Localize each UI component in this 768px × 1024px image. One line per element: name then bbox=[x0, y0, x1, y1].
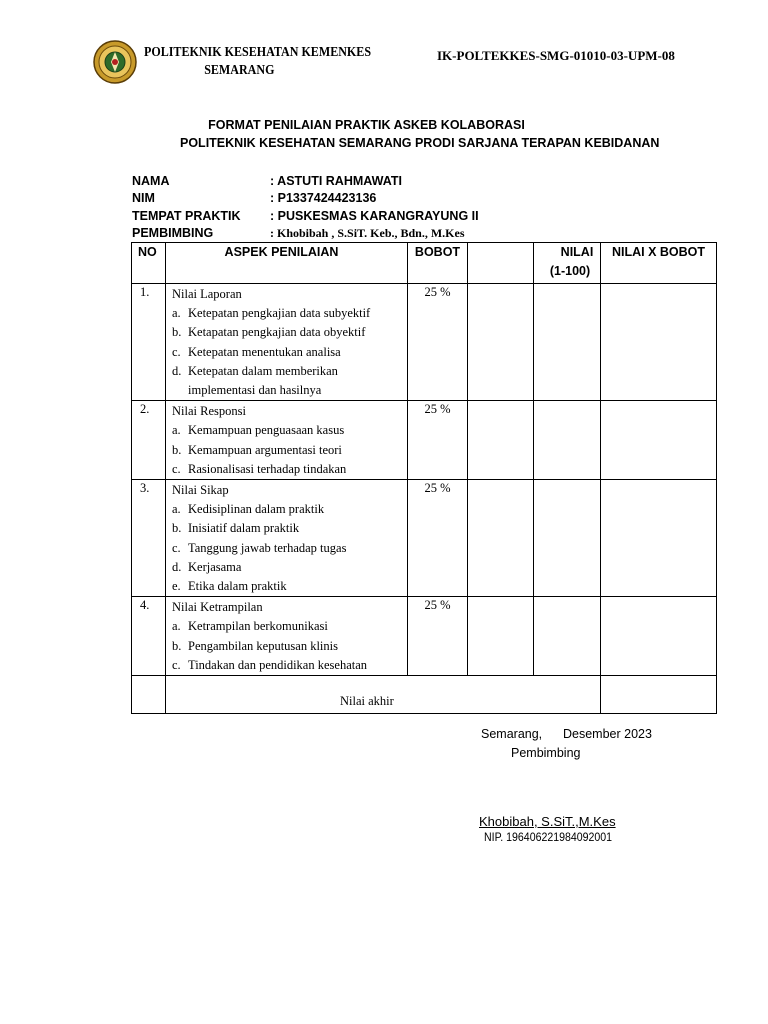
bobot-cell: 25 % bbox=[408, 401, 468, 480]
criteria-item bbox=[172, 617, 407, 636]
info-label-pembimbing: PEMBIMBING bbox=[132, 226, 214, 240]
criteria-cell bbox=[166, 284, 408, 401]
item-marker: b. bbox=[172, 638, 182, 653]
item-text: Tanggung jawab terhadap tugas bbox=[188, 540, 347, 555]
criteria-item bbox=[172, 539, 407, 558]
blank-cell bbox=[468, 401, 534, 480]
item-text: Ketepatan pengkajian data subyektif bbox=[188, 306, 371, 321]
final-label-cell bbox=[166, 676, 601, 714]
info-label-nim: NIM bbox=[132, 191, 155, 205]
criteria-item bbox=[172, 500, 407, 519]
table-row bbox=[132, 480, 717, 597]
document-code: IK-POLTEKKES-SMG-01010-03-UPM-08 bbox=[437, 48, 675, 63]
item-marker: c. bbox=[172, 344, 181, 359]
nilai-x-bobot-cell bbox=[601, 284, 717, 401]
info-value-tempat-praktik: : PUSKESMAS KARANGRAYUNG II bbox=[270, 209, 479, 223]
bobot-cell: 25 % bbox=[408, 597, 468, 676]
item-text: Inisiatif dalam praktik bbox=[188, 521, 300, 536]
poltekkes-emblem-icon bbox=[93, 40, 137, 84]
criteria-title: Nilai Sikap bbox=[172, 483, 229, 498]
criteria-title: Nilai Laporan bbox=[172, 287, 242, 301]
item-text: Kedisiplinan dalam praktik bbox=[188, 502, 325, 517]
item-marker: b. bbox=[172, 442, 182, 457]
blank-cell bbox=[468, 284, 534, 401]
blank-cell bbox=[468, 480, 534, 597]
signature-name: Khobibah, S.SiT.,M.Kes bbox=[479, 814, 616, 829]
header-nilai-x-bobot: NILAI X BOBOT bbox=[601, 243, 717, 284]
criteria-item bbox=[172, 304, 407, 323]
table-row bbox=[132, 284, 717, 401]
criteria-item bbox=[172, 656, 407, 675]
info-label-nama: NAMA bbox=[132, 174, 170, 188]
form-title: FORMAT PENILAIAN PRAKTIK ASKEB KOLABORASI bbox=[208, 118, 525, 132]
criteria-cell bbox=[166, 597, 408, 676]
institution-name-line2: SEMARANG bbox=[204, 63, 275, 78]
item-marker: e. bbox=[172, 579, 181, 594]
info-value-nim: : P1337424423136 bbox=[270, 191, 377, 205]
nilai-x-bobot-cell bbox=[601, 401, 717, 480]
bobot-cell: 25 % bbox=[408, 284, 468, 401]
item-text: Ketepatan menentukan analisa bbox=[188, 344, 341, 359]
nilai-x-bobot-cell bbox=[601, 597, 717, 676]
item-text: Etika dalam praktik bbox=[188, 579, 287, 594]
item-marker: a. bbox=[172, 502, 181, 517]
nilai-cell bbox=[534, 480, 601, 597]
final-score-label: Nilai akhir bbox=[340, 694, 394, 709]
criteria-cell bbox=[166, 480, 408, 597]
item-text: Pengambilan keputusan klinis bbox=[188, 638, 338, 653]
signature-role: Pembimbing bbox=[511, 746, 581, 760]
nilai-x-bobot-cell bbox=[601, 480, 717, 597]
header-bobot: BOBOT bbox=[408, 243, 468, 284]
nilai-cell bbox=[534, 401, 601, 480]
row-number: 3. bbox=[132, 480, 166, 597]
institution-name-line1: POLITEKNIK KESEHATAN KEMENKES bbox=[144, 45, 372, 60]
info-label-tempat-praktik: TEMPAT PRAKTIK bbox=[132, 209, 241, 223]
criteria-item bbox=[172, 323, 407, 342]
criteria-item bbox=[172, 460, 407, 479]
item-text: Tindakan dan pendidikan kesehatan bbox=[188, 657, 368, 672]
item-text: Kerjasama bbox=[188, 559, 242, 574]
criteria-item bbox=[172, 441, 407, 460]
row-number: 4. bbox=[132, 597, 166, 676]
item-marker: d. bbox=[172, 363, 182, 378]
header-nilai-line1: NILAI bbox=[560, 245, 594, 259]
criteria-title: Nilai Ketrampilan bbox=[172, 600, 263, 615]
info-value-nama: : ASTUTI RAHMAWATI bbox=[270, 174, 402, 188]
item-marker: d. bbox=[172, 559, 182, 574]
assessment-table bbox=[131, 242, 717, 714]
institution-name bbox=[144, 44, 371, 80]
nilai-cell bbox=[534, 284, 601, 401]
item-text: Kemampuan argumentasi teori bbox=[188, 442, 342, 457]
item-text: Ketapatan pengkajian data obyektif bbox=[188, 325, 366, 340]
item-text: Ketepatan dalam memberikan implementasi dan hasilnya bbox=[188, 363, 338, 398]
criteria-cell bbox=[166, 401, 408, 480]
criteria-item bbox=[172, 519, 407, 538]
final-score-value-cell bbox=[601, 676, 717, 714]
item-marker: a. bbox=[172, 306, 181, 321]
item-text: Kemampuan penguasaan kasus bbox=[188, 423, 345, 438]
signature-place-date: Semarang, Desember 2023 bbox=[481, 727, 652, 741]
nilai-cell bbox=[534, 597, 601, 676]
bobot-cell: 25 % bbox=[408, 480, 468, 597]
criteria-item bbox=[172, 343, 407, 362]
table-row bbox=[132, 401, 717, 480]
blank-cell bbox=[468, 597, 534, 676]
criteria-item bbox=[172, 577, 407, 596]
item-marker: a. bbox=[172, 619, 181, 634]
criteria-item bbox=[172, 637, 407, 656]
item-marker: c. bbox=[172, 540, 181, 555]
form-subtitle: POLITEKNIK KESEHATAN SEMARANG PRODI SARJANA TERAPAN KEBIDANAN bbox=[180, 136, 660, 150]
table-header-row bbox=[132, 243, 717, 284]
header-aspek-penilaian: ASPEK PENILAIAN bbox=[166, 243, 408, 284]
item-text: Rasionalisasi terhadap tindakan bbox=[188, 461, 347, 476]
final-score-row bbox=[132, 676, 717, 714]
row-number: 2. bbox=[132, 401, 166, 480]
header-blank bbox=[468, 243, 534, 284]
final-blank-cell bbox=[132, 676, 166, 714]
criteria-item bbox=[172, 558, 407, 577]
header-nilai-line2: (1-100) bbox=[549, 264, 591, 278]
criteria-title: Nilai Responsi bbox=[172, 404, 246, 419]
row-number: 1. bbox=[132, 284, 166, 401]
signature-nip: NIP. 196406221984092001 bbox=[484, 832, 613, 844]
item-marker: a. bbox=[172, 423, 181, 438]
criteria-item bbox=[172, 362, 407, 400]
item-marker: c. bbox=[172, 461, 181, 476]
item-text: Ketrampilan berkomunikasi bbox=[188, 619, 328, 634]
criteria-item bbox=[172, 421, 407, 440]
item-marker: b. bbox=[172, 521, 182, 536]
item-marker: b. bbox=[172, 325, 182, 340]
header-nilai bbox=[534, 243, 601, 284]
item-marker: c. bbox=[172, 657, 181, 672]
info-value-pembimbing: : Khobibah , S.SiT. Keb., Bdn., M.Kes bbox=[270, 226, 465, 240]
header-no: NO bbox=[132, 243, 166, 284]
table-row bbox=[132, 597, 717, 676]
